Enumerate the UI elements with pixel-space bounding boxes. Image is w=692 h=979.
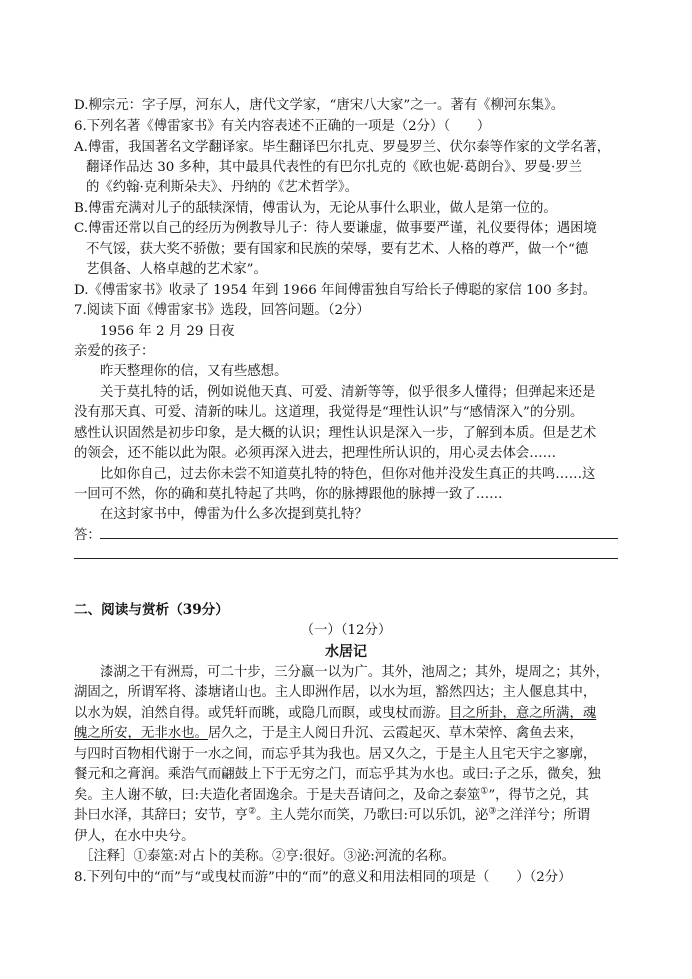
passage-text: 之洋洋兮；所谓 [496, 808, 591, 823]
passage-line-2: 湖固之，所谓军将、漆塘诸山也。主人即洲作居，以水为垣，豁然四达；主人偃息其中， [74, 685, 597, 700]
q6-option-a-line3: 的《约翰·克利斯朵夫》、丹纳的《艺术哲学》。 [86, 180, 359, 195]
passage-line-9: 伊人，在水中央兮。 [74, 829, 195, 844]
passage-text: 以水为娱，洎然自得。或凭轩而眺，或隐几而瞑，或曳杖而游。 [74, 706, 449, 721]
footnote-ref-2: ② [248, 806, 257, 817]
q6-option-a: A.傅雷，我国著名文学翻译家。毕生翻译巴尔扎克、罗曼罗兰、伏尔泰等作家的文学名著， [74, 140, 611, 155]
passage-text: 。主人莞尔而笑，乃歌曰:可以乐饥，泌 [256, 808, 489, 823]
q6-option-c-line3: 艺俱备、人格卓越的艺术家”。 [86, 262, 267, 277]
letter-line-2: 关于莫扎特的话，例如说他天真、可爱、清新等等，似乎很多人懂得；但弹起来还是 [100, 385, 596, 400]
q6-option-d: D.《傅雷家书》收录了 1954 年到 1966 年间傅雷独自写给长子傅聪的家信 100 多封。 [74, 283, 597, 298]
answer-label: 答： [74, 528, 101, 543]
q6-option-c-line2: 不气馁，获大奖不骄傲；要有国家和民族的荣辱，要有艺术、人格的尊严，做一个“德 [86, 242, 589, 257]
underlined-sentence-end: 魄之所安，无非水也。 [74, 726, 208, 741]
passage-line-1: 漆湖之干有洲焉，可二十步，三分嬴一以为广。其外，池周之；其外，堤周之；其外， [100, 665, 609, 680]
q6-option-b: B.傅雷充满对儿子的舐犊深情，傅雷认为，无论从事什么职业，做人是第一位的。 [74, 201, 557, 216]
passage-line-3 [74, 704, 596, 724]
passage-text: 卦曰水泽，其辞曰；安节，亨 [74, 808, 249, 823]
q6-option-c: C.傅雷还常以自己的经历为例教导儿子：待人要谦虚，做事要严谨，礼仪要得体；遇困境 [74, 221, 597, 236]
letter-line-1: 昨天整理你的信，又有些感想。 [100, 364, 288, 379]
section-heading: 二、阅读与赏析（39分） [74, 602, 229, 618]
letter-line-5: 的领会，还不能以此为限。必须再深入进去，把理性所认识的，用心灵去体会…… [74, 446, 557, 461]
passage-text: ”，得节之兑，其 [488, 788, 589, 803]
passage-title: 水居记 [325, 644, 367, 660]
passage-line-8 [74, 806, 590, 826]
part-heading: （一）（12分） [300, 623, 392, 638]
passage-line-4 [74, 724, 583, 744]
passage-line-7 [74, 786, 589, 806]
footnote-ref-3: ③ [488, 806, 497, 817]
passage-text: 居久之，于是主人阅日升沉、云霞起灭、草木荣悴、禽鱼去来， [207, 726, 583, 741]
q8-stem: 8.下列句中的“而”与“或曳杖而游”中的“而”的意义和用法相同的项是（ ）（2分） [74, 870, 572, 885]
q5-option-d: D.柳宗元：字子厚，河东人，唐代文学家，“唐宋八大家”之一。著有《柳河东集》。 [74, 98, 565, 113]
q7-question: 在这封家书中，傅雷为什么多次提到莫扎特？ [100, 507, 368, 522]
passage-line-6: 餐元和之膏润。乘浩气而翩鼓上下于无穷之门，而忘乎其为水也。或曰:子之乐，微矣，独 [74, 767, 601, 782]
letter-line-3: 没有那天真、可爱、清新的味儿。这道理，我觉得是“理性认识”与“感情深入”的分别。 [74, 405, 584, 420]
answer-line-2[interactable] [74, 558, 618, 559]
annotation-note: ［注释］①泰筮:对占卜的美称。②亨:很好。③泌:河流的名称。 [80, 849, 456, 864]
letter-line-4: 感性认识固然是初步印象，是大概的认识；理性认识是深入一步，了解到本质。但是艺术 [74, 426, 597, 441]
q6-stem: 6.下列名著《傅雷家书》有关内容表述不正确的一项是（2分）（ ） [74, 119, 491, 134]
q7-stem: 7.阅读下面《傅雷家书》选段，回答问题。（2分） [74, 303, 370, 318]
passage-line-5: 与四时百物相代谢于一水之间，而忘乎其为我也。居又久之，于是主人且宅天宇之寥廓， [74, 747, 597, 762]
letter-line-7: 一回可不然，你的确和莫扎特起了共鸣，你的脉搏跟他的脉搏一致了…… [74, 487, 503, 502]
underlined-sentence: 目之所卦，意之所满，魂 [448, 706, 597, 721]
footnote-ref-1: ① [480, 786, 489, 797]
answer-line-1[interactable] [100, 538, 618, 539]
letter-salutation: 亲爱的孩子： [74, 344, 155, 359]
passage-text: 矣。主人谢不敏，曰:夫造化者固逸余。于是夫吾请问之，及命之泰筮 [74, 788, 481, 803]
letter-line-6: 比如你自己，过去你未尝不知道莫扎特的特色，但你对他并没发生真正的共鸣……这 [100, 467, 596, 482]
q6-option-a-line2: 翻译作品达 30 多种，其中最具代表性的有巴尔扎克的《欧也妮·葛朗台》、罗曼·罗兰 [86, 160, 583, 175]
letter-date: 1956 年 2 月 29 日夜 [100, 324, 235, 339]
